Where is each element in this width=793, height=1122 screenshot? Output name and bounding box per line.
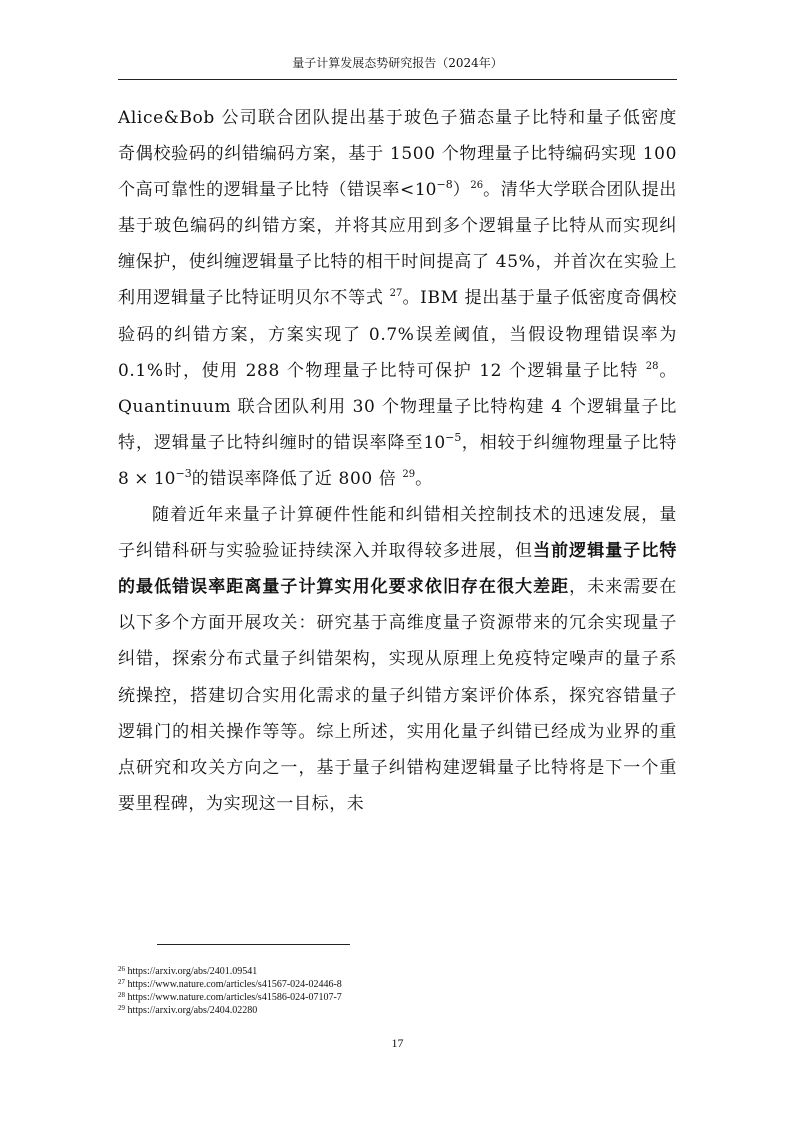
- text-run: 随着近年来量子计算硬件性能和纠错相关控制技术的迅速发展，量子纠错科研与实验验证持续深入并取得较多进展，但: [118, 505, 677, 562]
- emphasis-text: 当前逻辑量子比特的最低错误率距离量子计算实用化要求依旧存在很大差距: [118, 541, 677, 598]
- text-run: 。IBM 提出基于量子低密度奇偶校验码的纠错方案，方案实现了 0.7%误差阈值，当假设物理错误率为 0.1%时，使用 288 个物理量子比特可保护 12 个逻辑量子比特: [118, 288, 677, 381]
- math-exponent: −8: [436, 178, 453, 192]
- text-run: Alice&Bob 公司联合团队提出基于玻色子猫态量子比特和量子低密度奇偶校验码的纠错编码方案，基于 1500 个物理量子比特编码实现 100 个高可靠性的逻辑量子比特（错误率<: [118, 108, 677, 201]
- main-body: [118, 100, 677, 822]
- footnote-number: 27: [118, 978, 125, 986]
- footnote-number: 29: [118, 1004, 125, 1012]
- page-header: 量子计算发展态势研究报告（2024年）: [292, 56, 503, 70]
- footnote-number: 26: [118, 965, 125, 973]
- text-run: 。清华大学联合团队提出基于玻色编码的纠错方案，并将其应用到多个逻辑量子比特从而实现纠缠保护，使纠缠逻辑量子比特的相干时间提高了 45%，并首次在实验上利用逻辑量子比特证明贝尔不等式: [118, 180, 677, 309]
- math-expression: [118, 466, 192, 489]
- text-run: ）: [452, 180, 471, 201]
- footnotes: [118, 965, 677, 1017]
- footnote-link[interactable]: https://arxiv.org/abs/2401.09541: [127, 966, 258, 977]
- math-base: 10: [423, 432, 446, 453]
- footnote-ref: 27: [389, 288, 403, 300]
- math-exponent: −5: [445, 430, 462, 444]
- paragraph-outlook: [118, 497, 677, 822]
- footnote: [118, 991, 677, 1004]
- math-exponent: −3: [175, 466, 192, 480]
- footnote: [118, 978, 677, 991]
- math-base: 10: [414, 180, 437, 201]
- text-run: ，相较于纠缠物理量子比特: [461, 432, 678, 453]
- footnote: [118, 965, 677, 978]
- page-number: 17: [391, 1036, 404, 1050]
- footnote-link[interactable]: https://arxiv.org/abs/2404.02280: [127, 1005, 258, 1016]
- math-expression: [423, 430, 462, 453]
- footnote-link[interactable]: https://www.nature.com/articles/s41586-024-07107-7: [127, 992, 342, 1003]
- footnote-ref: 29: [402, 468, 416, 480]
- header-divider: [118, 79, 677, 80]
- math-expression: [415, 180, 453, 200]
- footnote-divider: [157, 944, 350, 945]
- footnote-link[interactable]: https://www.nature.com/articles/s41567-024-02446-8: [127, 979, 342, 990]
- text-run: ，未来需要在以下多个方面开展攻关：研究基于高维度量子资源带来的冗余实现量子纠错，探索分布式量子纠错架构，实现从原理上免疫特定噪声的量子系统操控，搭建切合实用化需求的量子纠错方案评价体系，探究容错量子逻辑门的相关操作等等。综上所述，实用化量子纠错已经成为业界的重点研究和攻关方向之一，基于量子纠错构建逻辑量子比特将是下一个重要里程碑，为实现这一目标，未: [118, 577, 678, 814]
- footnote-number: 28: [118, 991, 125, 999]
- paragraph-error-correction-progress: [118, 100, 677, 497]
- footnote: [118, 1004, 677, 1017]
- footnote-ref: 28: [645, 360, 659, 372]
- text-run: 。Quantinuum 联合团队利用 30 个物理量子比特构建 4 个逻辑量子比特，逻辑量子比特纠缠时的错误率降至: [118, 360, 677, 453]
- text-run: 。: [415, 468, 433, 489]
- footnote-ref: 26: [470, 180, 484, 192]
- text-run: 的错误率降低了近 800 倍: [191, 468, 403, 489]
- math-base: 8 × 10: [118, 468, 176, 489]
